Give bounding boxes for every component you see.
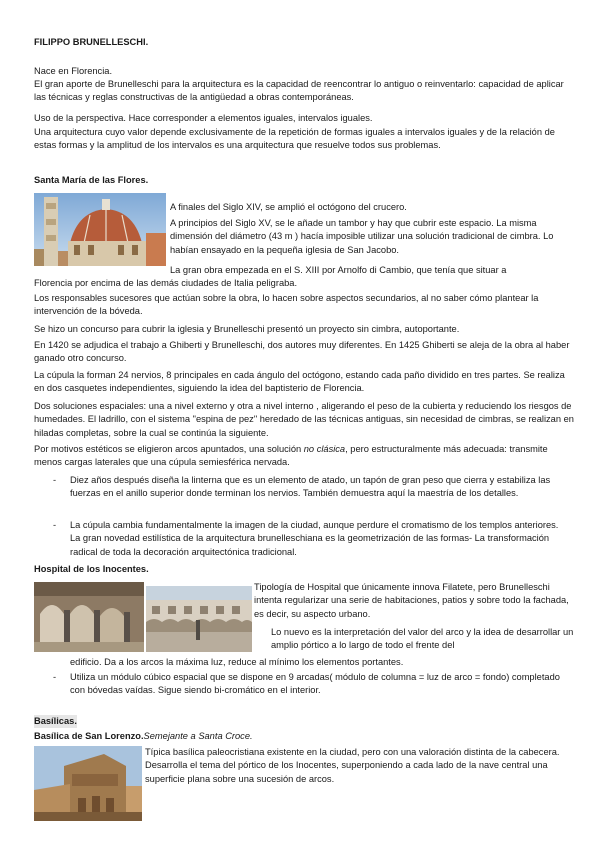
basilica-san-lorenzo-title: Basílica de San Lorenzo. [34, 731, 144, 741]
santa-maria-p4: Los responsables sucesores que actúan sobre la obra, lo hacen sobre aspectos secundarios, al no saber cómo plantear la intervención de la bóveda. [34, 293, 539, 317]
intro-line-2: El gran aporte de Brunelleschi para la arquitectura es la capacidad de reencontrar lo antiguo o reinventarlo: capacidad de aplicar las técnicas y reglas constructivas de la antigüedad a obras contemporáneas. [34, 79, 564, 103]
hospital-p1: Tipología de Hospital que únicamente innova Filatete, pero Brunelleschi intenta regularizar una serie de habitaciones, patios y sobre todo la fachada, es decir, su aspecto urbano. [254, 582, 569, 619]
hospital-p2b: edificio. Da a los arcos la máxima luz, reduce al mínimo los elementos portantes. [70, 657, 404, 667]
basilica-san-lorenzo-note: Semejante a Santa Croce. [143, 731, 253, 741]
santa-maria-p2: A principios del Siglo XV, se le añade un tambor y hay que cubrir este espacio. La misma dimensión del diámetro (43 m ) hacía imposible utilizar una solución tradicional de cimbra. Lo habían ensayado en la pequeña iglesia de San Jacobo. [170, 218, 554, 255]
bullet-dash: - [53, 672, 57, 682]
santa-maria-p5: Se hizo un concurso para cubrir la iglesia y Brunelleschi presentó un proyecto sin cimbra, autoportante. [34, 324, 460, 334]
section-heading-hospital: Hospital de los Inocentes. [34, 564, 149, 574]
hospital-image-piazza [146, 586, 252, 652]
santa-maria-p9-italic: no clásica [303, 444, 346, 454]
santa-maria-p3b: Florencia por encima de las demás ciudades de Italia peligraba. [34, 278, 298, 288]
santa-maria-bullet-2-text: La cúpula cambia fundamentalmente la imagen de la ciudad, aunque perdure el cromatismo de los templos anteriores. La gran novedad estilística de la arquitectura brunelleschiana es la geometrización de las formas- La transformación radical de toda la decoración arquitectónica tradicional. [70, 520, 559, 557]
bullet-dash: - [53, 475, 57, 485]
san-lorenzo-p1: Típica basílica paleocristiana existente en la ciudad, pero con una valoración distinta de la cabecera. Desarrolla el tema del pórtico de los Inocentes, superponiendo a cada lado de la nave central una superficie plana sobre una sucesión de arcos. [145, 747, 560, 784]
intro-line-4: Una arquitectura cuyo valor depende exclusivamente de la repetición de formas iguales a intervalos iguales y de la relación de estas formas y la amplitud de los intervalos es una arquitectura que resuelve todos sus problemas. [34, 127, 555, 151]
santa-maria-p1: A finales del Siglo XIV, se amplió el octógono del crucero. [170, 202, 407, 212]
page-title: FILIPPO BRUNELLESCHI. [34, 37, 149, 47]
hospital-image-portico [34, 582, 144, 652]
san-lorenzo-image [34, 746, 142, 821]
santa-maria-p9-text-a: Por motivos estéticos se eligieron arcos apuntados, una solución [34, 444, 304, 454]
section-heading-santa-maria: Santa María de las Flores. [34, 175, 149, 185]
hospital-bullet-1-text: Utiliza un módulo cúbico espacial que se dispone en 9 arcadas( módulo de columna = luz de arco = fondo) completado con bóvedas vaídas. Sigue siendo bi-cromático en el interior. [70, 672, 560, 696]
santa-maria-p9 [34, 443, 574, 470]
santa-maria-bullet-2 [53, 519, 570, 559]
intro-line-3: Uso de la perspectiva. Hace corresponder a elementos iguales, intervalos iguales. [34, 113, 373, 123]
santa-maria-p3a: La gran obra empezada en el S. XIII por Arnolfo di Cambio, que tenía que situar a [170, 265, 507, 275]
hospital-bullet-1 [53, 671, 570, 698]
bullet-dash: - [53, 520, 57, 530]
hospital-p2a: Lo nuevo es la interpretación del valor del arco y la idea de desarrollar un amplio pórtico a lo largo de todo el frente del [271, 627, 574, 651]
santa-maria-p9-text-b: , pero estructuralmente más adecuada: transmite menos cargas laterales que una cúpula semiesférica nervada. [34, 444, 548, 468]
basilica-san-lorenzo-heading [34, 730, 574, 743]
santa-maria-bullet-1-text: Diez años después diseña la linterna que es un elemento de atado, un tapón de gran peso que cierra y estabiliza las fuerzas en el anillo superior donde terminan los nervios. También demuestra aquí la maestría de los detalles. [70, 475, 551, 499]
santa-maria-bullet-1 [53, 474, 570, 501]
section-heading-basilicas: Basílicas. [34, 715, 77, 728]
intro-line-1: Nace en Florencia. [34, 66, 113, 76]
santa-maria-p7: La cúpula la forman 24 nervios, 8 principales en cada ángulo del octógono, estando cada paño dividido en tres partes. Se realiza en dos casquetes independientes, siguiendo la idea del baptisterio de Florencia. [34, 370, 565, 394]
santa-maria-p8: Dos soluciones espaciales: una a nivel externo y otra a nivel interno , aligerando el peso de la cubierta y reduciendo los riesgos de humedades. El ladrillo, con el sistema "espina de pez" heredado de las técnicas antiguas, sin necesidad de cimbras, se realizan en hiladas completas, sobre la cual se continúa la siguiente. [34, 401, 574, 438]
santa-maria-image [34, 193, 166, 266]
santa-maria-p6: En 1420 se adjudica el trabajo a Ghiberti y Brunelleschi, dos autores muy diferentes. En 1425 Ghiberti se aleja de la obra al haber ganado otro concurso. [34, 340, 570, 364]
